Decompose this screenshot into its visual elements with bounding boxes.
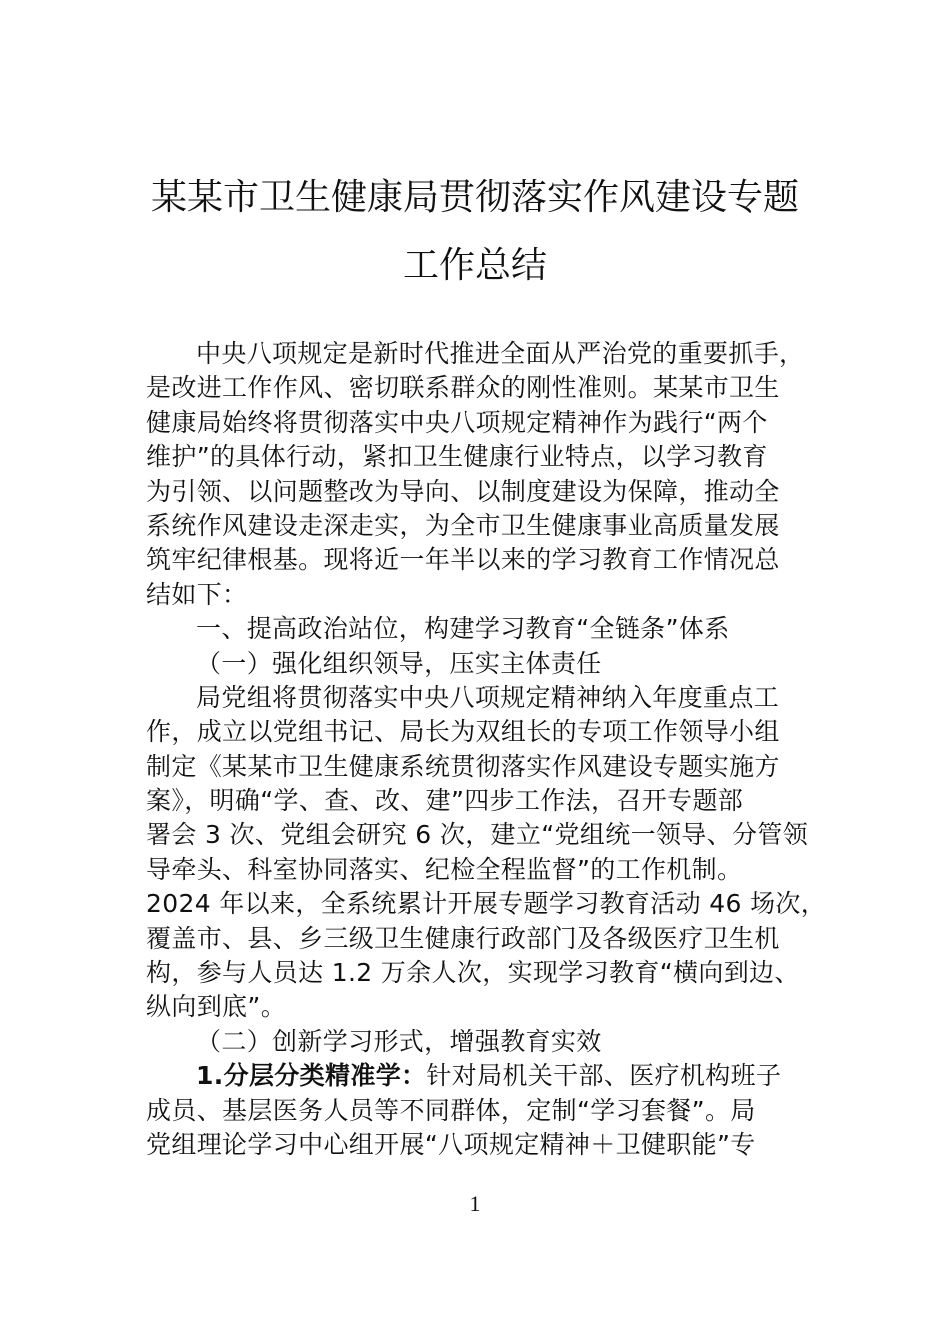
paragraph-line: 结如下：	[146, 579, 248, 609]
paragraph-line: 覆盖市、县、乡三级卫生健康行政部门及各级医疗卫生机	[146, 923, 780, 953]
paragraph-line: 是改进工作作风、密切联系群众的刚性准则。某某市卫生	[146, 373, 780, 403]
paragraph-line	[146, 1059, 822, 1093]
paragraph-line: 中央八项规定是新时代推进全面从严治党的重要抓手，	[196, 339, 805, 368]
paragraph-line: 系统作风建设走深走实，为全市卫生健康事业高质量发展	[146, 510, 780, 540]
paragraph-line: 纵向到底”。	[146, 992, 287, 1022]
paragraph-line: 导牵头、科室协同落实、纪检全程监督”的工作机制。	[146, 854, 743, 884]
document-title-line-1: 某某市卫生健康局贯彻落实作风建设专题	[150, 177, 799, 218]
paragraph-line: 案》，明确“学、查、改、建”四步工作法，召开专题部	[146, 786, 744, 816]
paragraph-line: 筑牢纪律根基。现将近一年半以来的学习教育工作情况总	[146, 545, 780, 575]
paragraph-line: 2024 年以来，全系统累计开展专题学习教育活动 46 场次，	[146, 889, 827, 919]
paragraph-line: 构，参与人员达 1.2 万余人次，实现学习教育“横向到边、	[146, 958, 800, 988]
paragraph-line: 署会 3 次、党组会研究 6 次，建立“党组统一领导、分管领	[146, 820, 809, 850]
paragraph-line-text: 针对局机关干部、医疗机构班子	[426, 1061, 782, 1091]
paragraph-line: 党组理论学习中心组开展“八项规定精神＋卫健职能”专	[146, 1129, 756, 1159]
paragraph-line: 为引领、以问题整改为导向、以制度建设为保障，推动全	[146, 476, 780, 506]
subsection-heading: （一）强化组织领导，压实主体责任	[196, 648, 602, 678]
paragraph-line: 维护”的具体行动，紧扣卫生健康行业特点，以学习教育	[146, 442, 768, 472]
section-heading: 一、提高政治站位，构建学习教育“全链条”体系	[196, 614, 730, 644]
paragraph-line: 作，成立以党组书记、局长为双组长的专项工作领导小组	[146, 717, 780, 747]
subsection-heading: （二）创新学习形式，增强教育实效	[196, 1026, 602, 1056]
page-number: 1	[469, 1191, 481, 1216]
paragraph-line: 成员、基层医务人员等不同群体，定制“学习套餐”。局	[146, 1095, 756, 1125]
paragraph-line: 局党组将贯彻落实中央八项规定精神纳入年度重点工	[196, 682, 780, 712]
document-title-line-2: 工作总结	[402, 245, 547, 286]
paragraph-line: 制定《某某市卫生健康系统贯彻落实作风建设专题实施方	[146, 751, 780, 781]
bold-lead-in: 1.分层分类精准学：	[196, 1061, 427, 1091]
document-body	[146, 337, 827, 1162]
paragraph-line: 健康局始终将贯彻落实中央八项规定精神作为践行“两个	[146, 407, 768, 437]
